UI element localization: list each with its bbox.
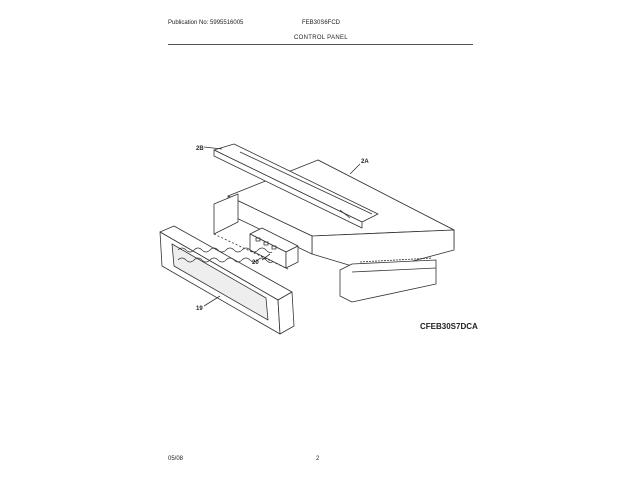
right-side-bracket: [340, 260, 436, 302]
callout-19: 19: [196, 306, 203, 312]
leader-19: [204, 296, 220, 306]
model-number: FEB30S6FCD: [302, 20, 341, 26]
section-title: CONTROL PANEL: [294, 35, 348, 41]
callout-2a: 2A: [361, 159, 369, 165]
callout-2b: 2B: [196, 146, 204, 152]
page-number: 2: [316, 456, 320, 462]
leader-2a: [350, 164, 360, 174]
publication-number: Publication No: 5995516005: [168, 20, 244, 26]
callout-20: 20: [252, 260, 259, 266]
footer-date: 05/08: [168, 456, 184, 462]
drawing-code: CFEB30S7DCA: [420, 322, 478, 331]
